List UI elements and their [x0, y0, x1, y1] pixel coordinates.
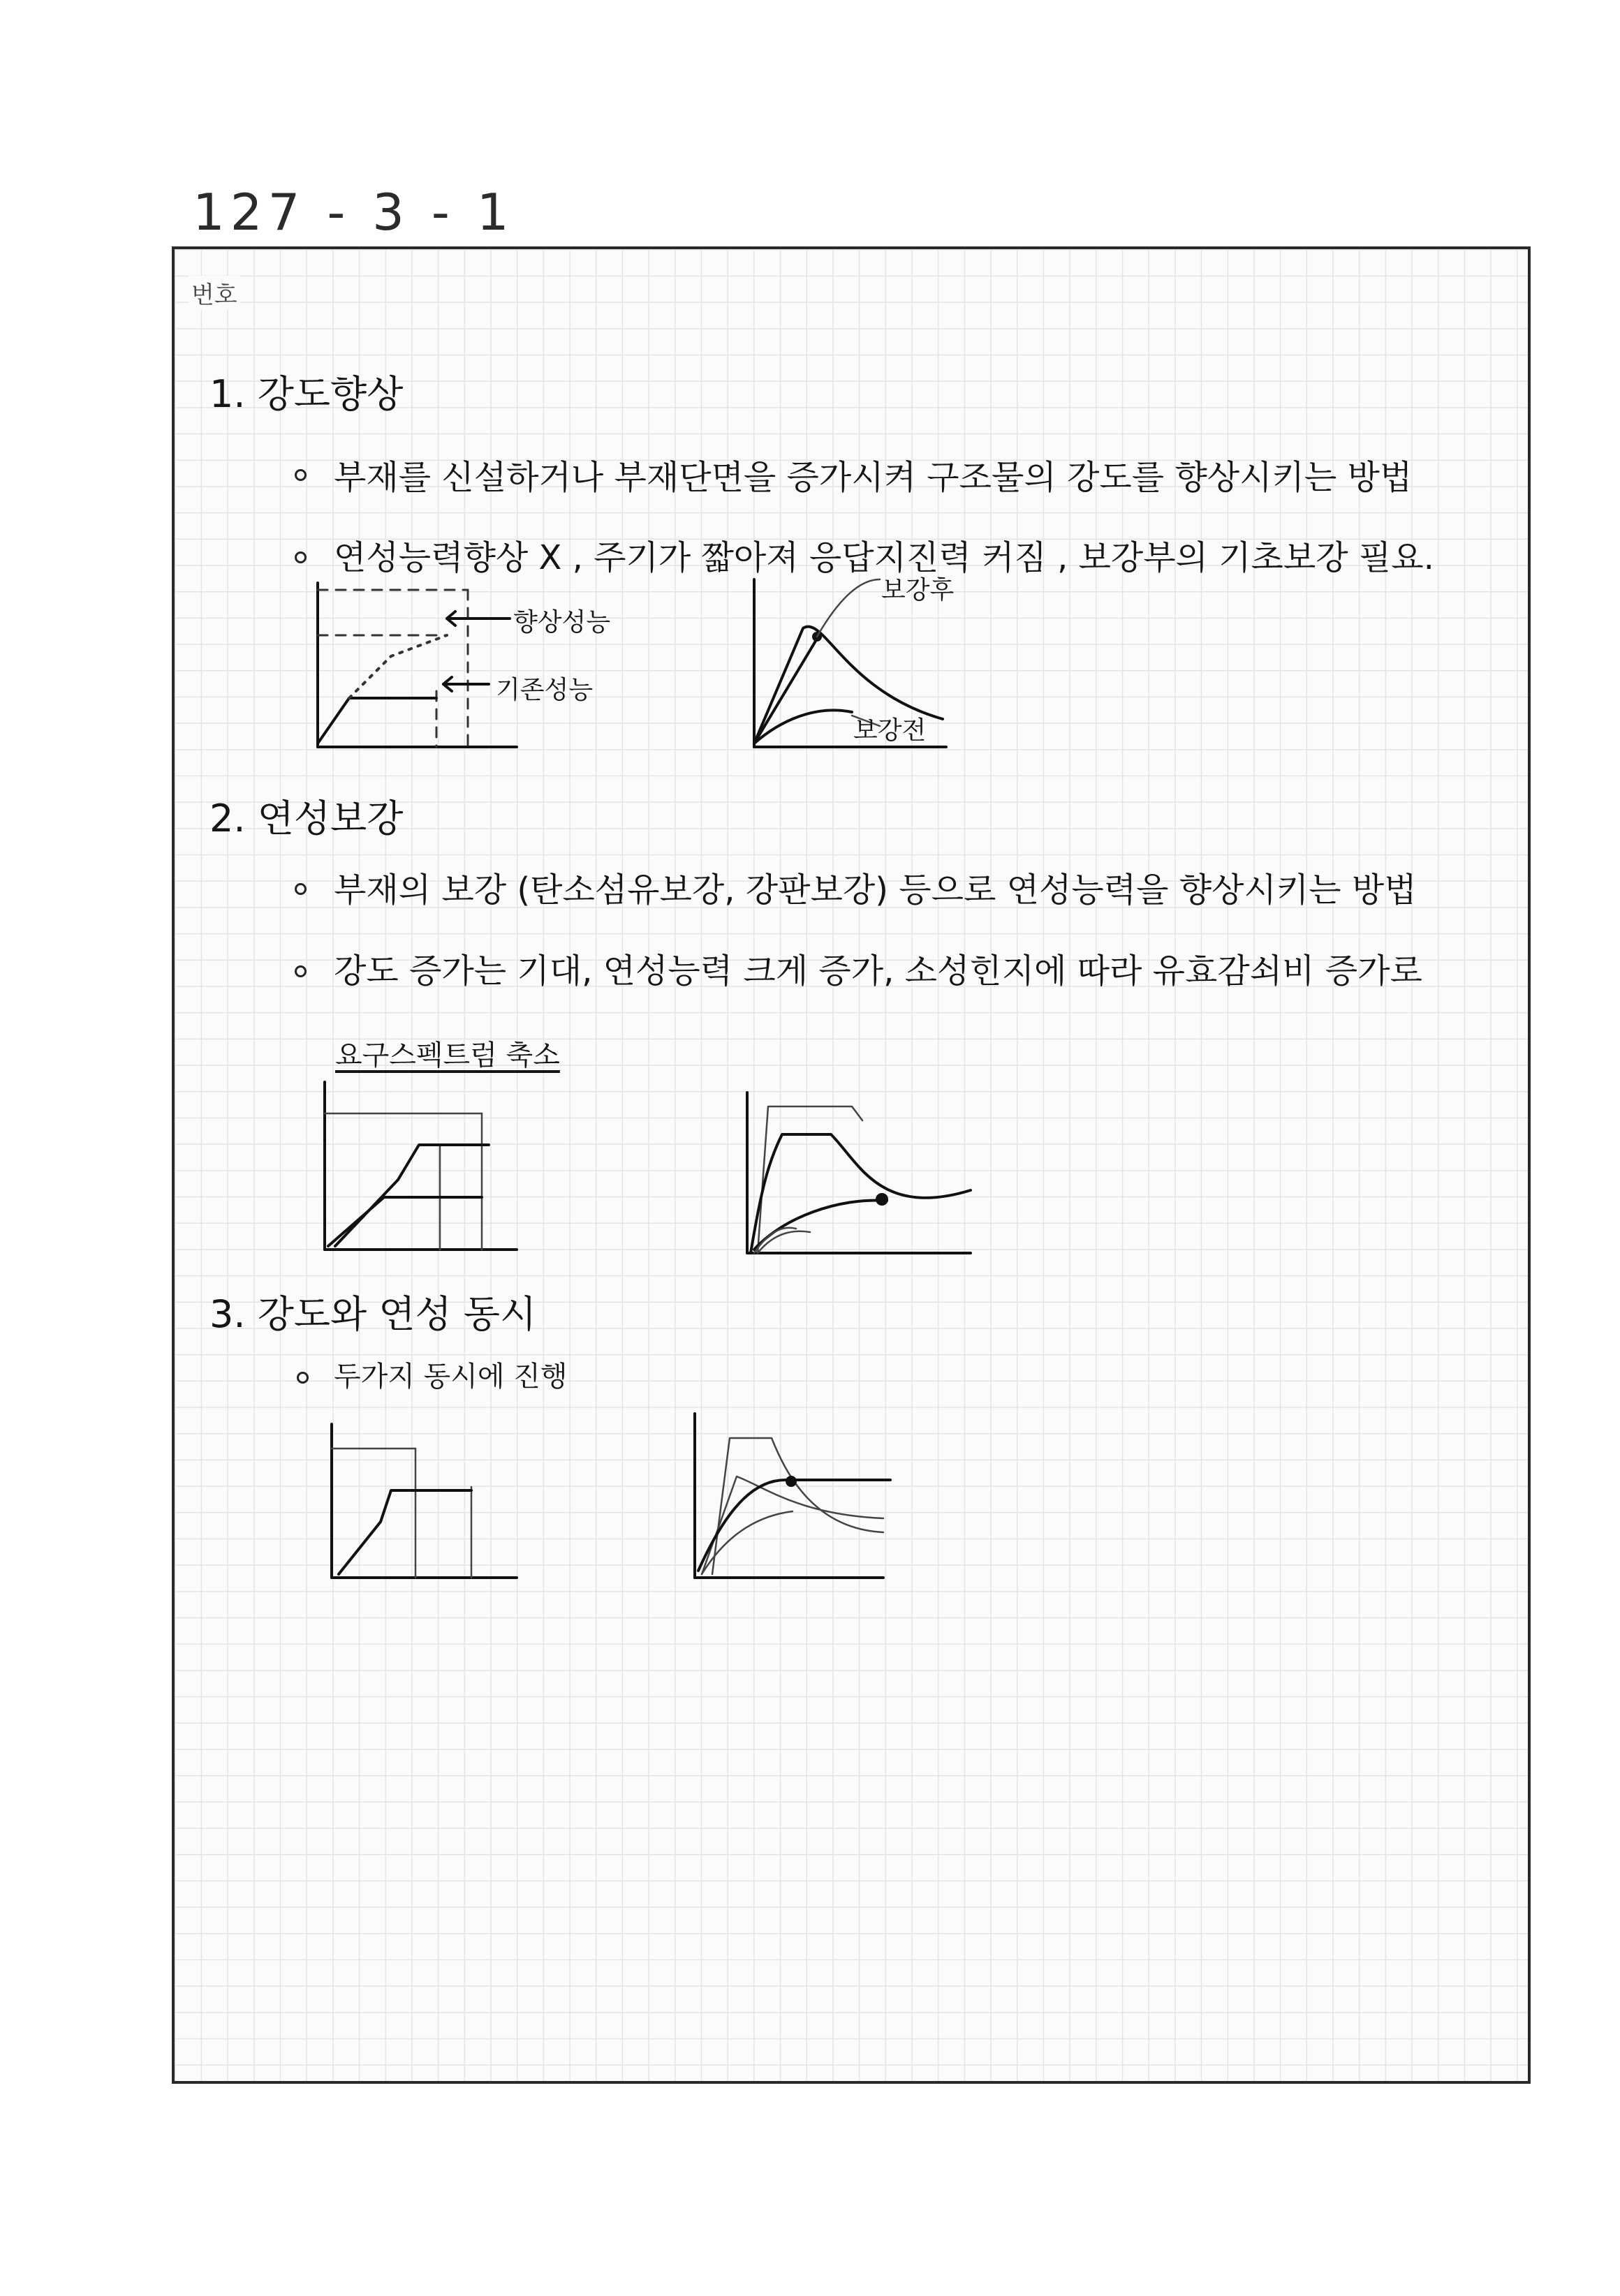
label-existing: 기존성능 [496, 676, 594, 704]
section-2-note: 요구스펙트럼 축소 [335, 1039, 560, 1072]
after-curve [754, 639, 817, 743]
bullet-marker [295, 965, 307, 977]
section-2-bullet-1: 부재의 보강 (탄소섬유보강, 강판보강) 등으로 연성능력을 향상시키는 방법 [334, 871, 1417, 910]
capacity-curve [754, 1200, 887, 1250]
section-1-number: 1. [209, 372, 246, 416]
section-3-capacity-sketch [321, 1417, 524, 1585]
improved-curve [339, 1490, 471, 1574]
section-3-heading [209, 1284, 536, 1338]
section-2-bullet-2: 강도 증가는 기대, 연성능력 크게 증가, 소성힌지에 따라 유효감쇠비 증가로 [334, 951, 1422, 991]
number-field-label: 번호 [189, 276, 240, 310]
section-3-bullet-1: 두가지 동시에 진행 [334, 1361, 568, 1393]
section-1-bullet-2: 연성능력향상 X , 주기가 짧아져 응답지진력 커짐 , 보강부의 기초보강 필요. [334, 538, 1434, 577]
existing-curve [328, 1197, 482, 1246]
document-id: 127 - 3 - 1 [193, 183, 515, 242]
section-1-title: 강도향상 [257, 372, 404, 416]
demand-curve [751, 1134, 971, 1253]
bullet-marker [297, 1372, 309, 1384]
section-2-number: 2. [209, 797, 246, 840]
bullet-marker [295, 469, 307, 481]
label-improved: 향상성능 [513, 608, 611, 637]
bullet-marker [295, 551, 307, 563]
performance-point [786, 1476, 797, 1487]
section-2-heading [209, 789, 403, 843]
section-2-spectrum-sketch [740, 1086, 978, 1260]
performance-point [876, 1193, 888, 1206]
section-3-number: 3. [209, 1292, 246, 1336]
label-after: 보강후 [881, 576, 955, 605]
improved-curve [335, 1145, 489, 1246]
improved-curve [698, 1480, 890, 1571]
section-2-title: 연성보강 [257, 797, 404, 840]
section-1-bullet-1: 부재를 신설하거나 부재단면을 증가시켜 구조물의 강도를 향상시키는 방법 [334, 458, 1413, 497]
improved-curve [349, 635, 447, 698]
section-3-spectrum-sketch [688, 1410, 890, 1585]
section-3-title: 강도와 연성 동시 [257, 1292, 537, 1336]
existing-curve [318, 698, 436, 743]
label-before: 보강전 [853, 716, 927, 745]
bullet-marker [295, 883, 307, 895]
section-1-heading [209, 364, 403, 418]
before-curve [754, 710, 852, 743]
section-2-capacity-sketch [314, 1075, 524, 1257]
